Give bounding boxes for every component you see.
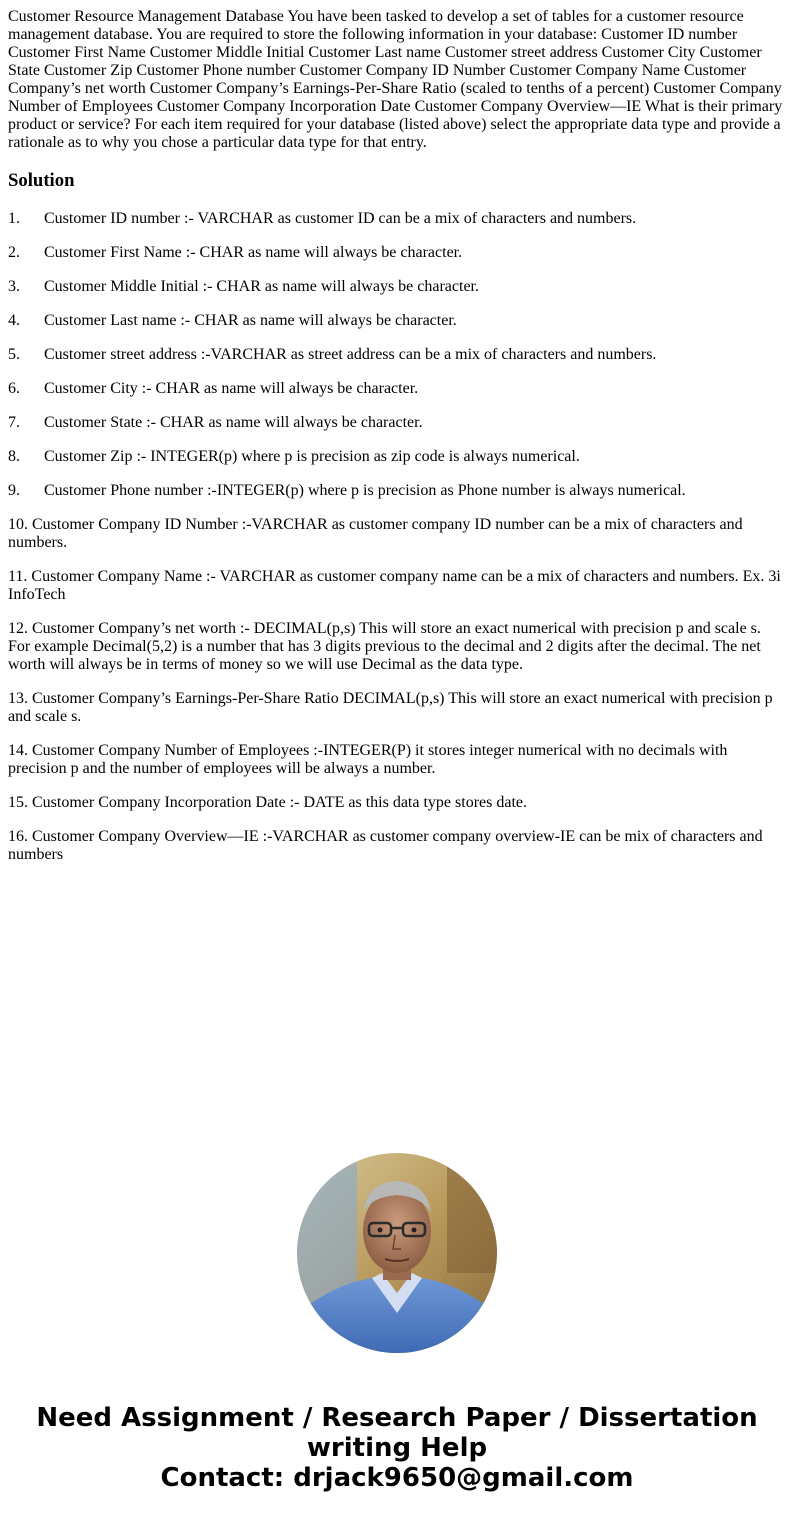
list-item: 3. Customer Middle Initial :- CHAR as name will always be character.	[8, 278, 479, 295]
list-item: 14. Customer Company Number of Employees :-INTEGER(P) it stores integer numerical with no decimals with precision p and the number of employees will be always a number.	[8, 742, 728, 777]
promo-line-contact: Contact: drjack9650@gmail.com	[160, 1463, 634, 1493]
list-item: 9. Customer Phone number :-INTEGER(p) where p is precision as Phone number is always numerical.	[8, 482, 686, 499]
promo-line-help: Need Assignment / Research Paper / Dissertation writing Help	[36, 1403, 758, 1463]
list-item: 10. Customer Company ID Number :-VARCHAR as customer company ID number can be a mix of characters and numbers.	[8, 516, 743, 551]
list-item: 5. Customer street address :-VARCHAR as street address can be a mix of characters and numbers.	[8, 346, 657, 363]
list-item: 4. Customer Last name :- CHAR as name will always be character.	[8, 312, 457, 329]
author-photo	[297, 1153, 497, 1353]
list-item: 11. Customer Company Name :- VARCHAR as customer company name can be a mix of characters and numbers. Ex. 3i InfoTech	[8, 568, 781, 603]
list-item: 16. Customer Company Overview—IE :-VARCHAR as customer company overview-IE can be mix of characters and numbers	[8, 828, 763, 863]
question-text: Customer Resource Management Database You have been tasked to develop a set of tables for a customer resource management database. You are required to store the following information in your database: Customer ID number Customer First Name Customer Middle Initial Customer Last name Customer street address Customer City Customer State Customer Zip Customer Phone number Customer Company ID Number Customer Company Name Customer Company’s net worth Customer Company’s Earnings-Per-Share Ratio (scaled to tenths of a percent) Customer Company Number of Employees Customer Company Incorporation Date Customer Company Overview—IE What is their primary product or service? For each item required for your database (listed above) select the appropriate data type and provide a rationale as to why you chose a particular data type for that entry.	[8, 8, 783, 151]
list-item: 6. Customer City :- CHAR as name will always be character.	[8, 380, 419, 397]
list-item: 12. Customer Company’s net worth :- DECIMAL(p,s) This will store an exact numerical with precision p and scale s. For example Decimal(5,2) is a number that has 3 digits previous to the decimal and 2 digits after the decimal. The net worth will always be in terms of money so we will use Decimal as the data type.	[8, 620, 761, 673]
list-item: 15. Customer Company Incorporation Date :- DATE as this data type stores date.	[8, 794, 527, 811]
list-item: 1. Customer ID number :- VARCHAR as customer ID can be a mix of characters and numbers.	[8, 210, 637, 227]
solution-heading: Solution	[8, 170, 75, 191]
promo-banner	[0, 1403, 794, 1493]
list-item: 13. Customer Company’s Earnings-Per-Share Ratio DECIMAL(p,s) This will store an exact numerical with precision p and scale s.	[8, 690, 773, 725]
list-item: 2. Customer First Name :- CHAR as name will always be character.	[8, 244, 463, 261]
list-item: 7. Customer State :- CHAR as name will always be character.	[8, 414, 423, 431]
portrait-image	[297, 1153, 497, 1353]
list-item: 8. Customer Zip :- INTEGER(p) where p is precision as zip code is always numerical.	[8, 448, 580, 465]
